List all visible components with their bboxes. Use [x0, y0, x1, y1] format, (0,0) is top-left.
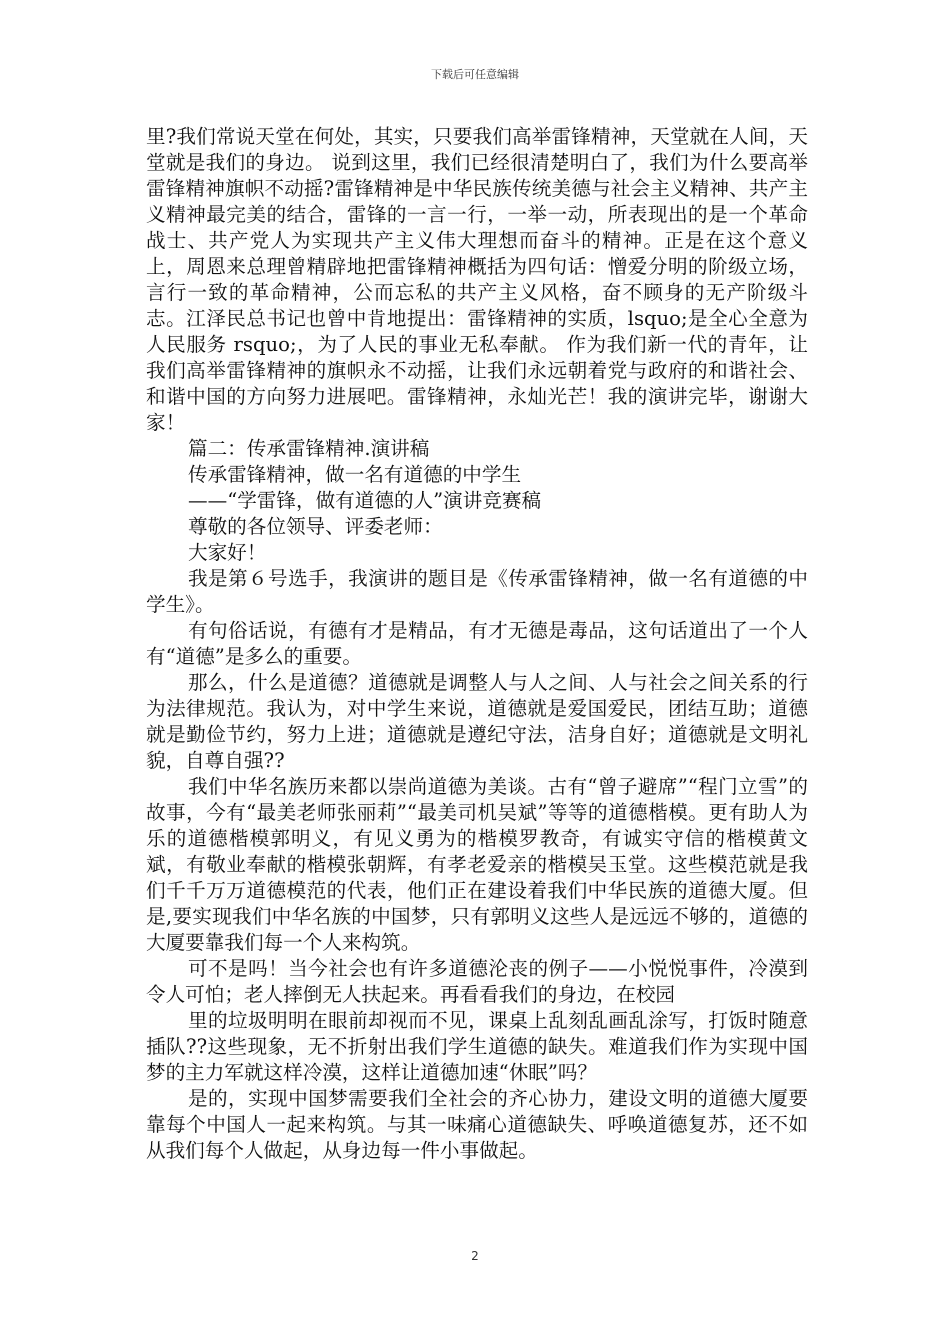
page-header-note: 下载后可任意编辑 [431, 68, 519, 81]
paragraph: 是的，实现中国梦需要我们全社会的齐心协力，建设文明的道德大厦要靠每个中国人一起来构筑。与其一味痛心道德缺失、呼唤道德复苏，还不如从我们每个人做起，从身边每一件小事做起。 [146, 1087, 808, 1162]
salutation: 尊敬的各位领导、评委老师： [188, 515, 443, 538]
section-heading: 篇二：传承雷锋精神.演讲稿 [188, 437, 430, 460]
paragraph: 里的垃圾明明在眼前却视而不见，课桌上乱刻乱画乱涂写，打饭时随意插队??这些现象，无不折射出我们学生道德的缺失。难道我们作为实现中国梦的主力军就这样冷漠，这样让道德加速“休眠”吗？ [146, 1009, 808, 1084]
speech-subtitle: ——“学雷锋，做有道德的人”演讲竞赛稿 [188, 489, 542, 512]
greeting: 大家好！ [188, 541, 267, 564]
paragraph: 我们中华名族历来都以崇尚道德为美谈。古有“曾子避席”“程门立雪”的故事，今有“最美老师张丽莉”“最美司机吴斌”等等的道德楷模。更有助人为乐的道德楷模郭明义，有见义勇为的楷模罗教奇，有诚实守信的楷模黄文斌，有敬业奉献的楷模张朝辉，有孝老爱亲的楷模吴玉堂。这些模范就是我们千千万万道德模范的代表，他们正在建设着我们中华民族的道德大厦。但是,要实现我们中华名族的中国梦，只有郭明义这些人是远远不够的，道德的大厦要靠我们每一个人来构筑。 [146, 775, 808, 954]
paragraph: 可不是吗！当今社会也有许多道德沦丧的例子——小悦悦事件，冷漠到令人可怕；老人摔倒无人扶起来。再看看我们的身边，在校园 [146, 957, 808, 1006]
paragraph: 那么，什么是道德？道德就是调整人与人之间、人与社会之间关系的行为法律规范。我认为，对中学生来说，道德就是爱国爱民，团结互助；道德就是勤俭节约，努力上进；道德就是遵纪守法，洁身自好；道德就是文明礼貌，自尊自强?? [146, 671, 808, 772]
paragraph: 有句俗话说，有德有才是精品，有才无德是毒品，这句话道出了一个人有“道德”是多么的重要。 [146, 619, 808, 668]
paragraph: 我是第６号选手，我演讲的题目是《传承雷锋精神，做一名有道德的中学生》。 [146, 567, 808, 616]
paragraph-continued: 里?我们常说天堂在何处，其实，只要我们高举雷锋精神，天堂就在人间，天堂就是我们的身边。 说到这里，我们已经很清楚明白了，我们为什么要高举雷锋精神旗帜不动摇?雷锋精神是中华民族传统美德与社会主义精神、共产主义精神最完美的结合，雷锋的一言一行，一举一动，所表现出的是一个革命战士、共产党人为实现共产主义伟大理想而奋斗的精神。正是在这个意义上，周恩来总理曾精辟地把雷锋精神概括为四句话：憎爱分明的阶级立场，言行一致的革命精神，公而忘私的共产主义风格，奋不顾身的无产阶级斗志。江泽民总书记也曾中肯地提出：雷锋精神的实质，lsquo;是全心全意为人民服务 rsquo;，为了人民的事业无私奉献。 作为我们新一代的青年，让我们高举雷锋精神的旗帜永不动摇，让我们永远朝着党与政府的和谐社会、和谐中国的方向努力进展吧。雷锋精神，永灿光芒！我的演讲完毕，谢谢大家！ [146, 125, 808, 434]
document-body [146, 124, 808, 1164]
speech-title: 传承雷锋精神，做一名有道德的中学生 [188, 463, 522, 486]
page-number: 2 [471, 1249, 479, 1263]
